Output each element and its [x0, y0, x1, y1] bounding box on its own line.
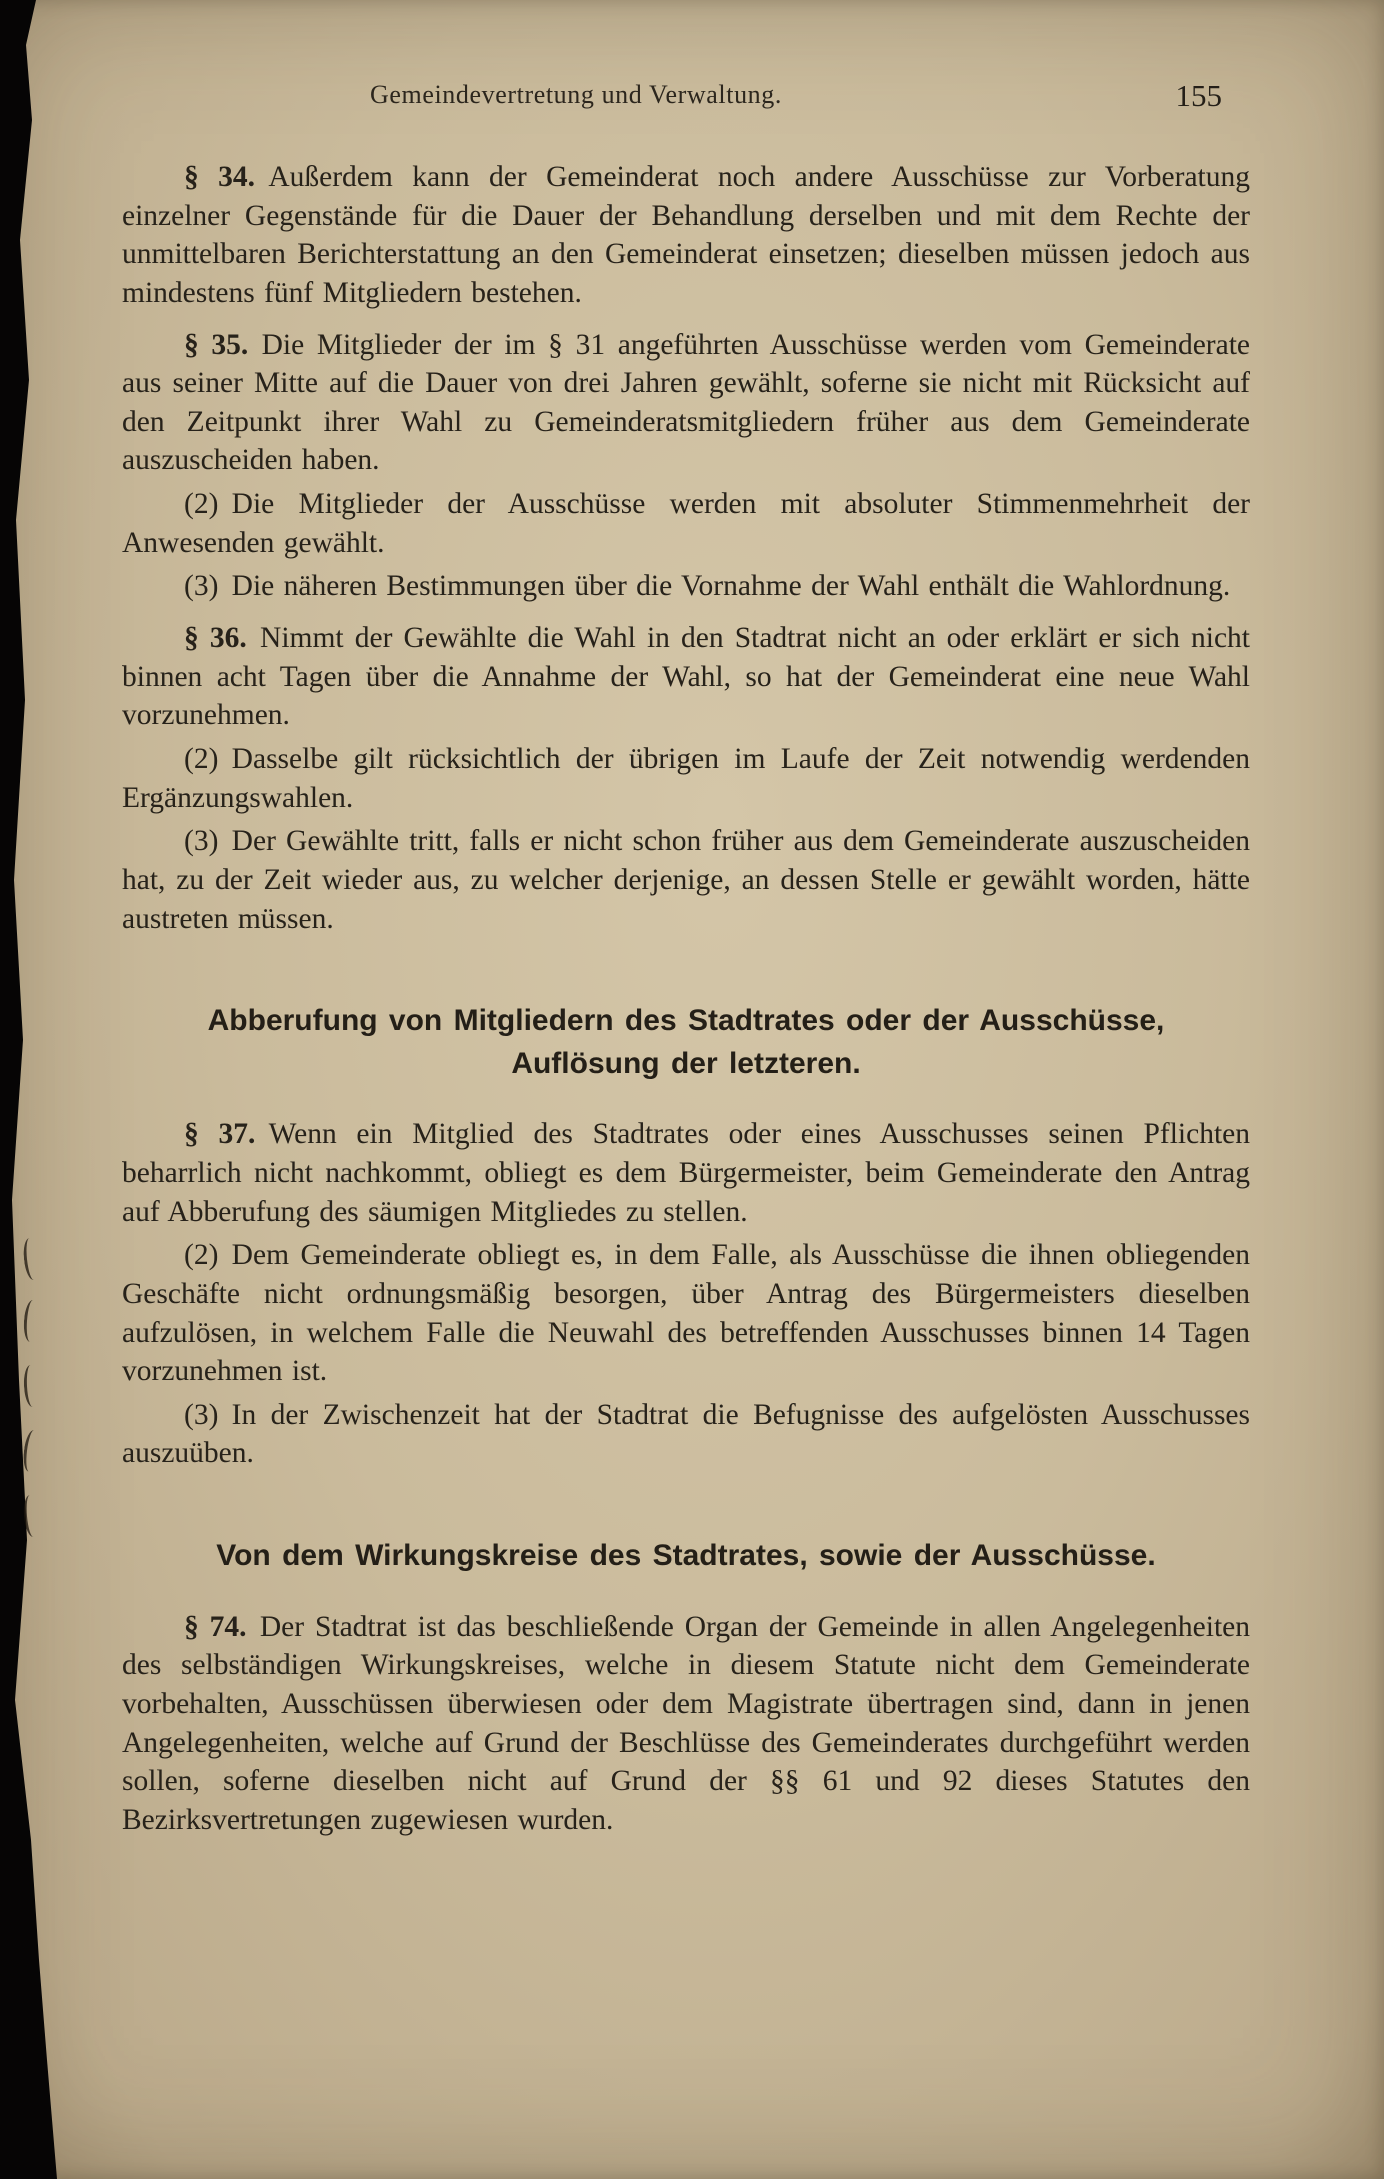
paragraph-37-3: [122, 1396, 1250, 1473]
clause-lead: (3): [184, 570, 219, 603]
paragraph-34: [122, 158, 1250, 313]
heading-line: Auflösung der letzteren.: [511, 1046, 861, 1080]
paragraph-36: [122, 619, 1250, 735]
paragraph-text: In der Zwischenzeit hat der Stadtrat die Befugnisse des aufgelösten Ausschusses auszuüben.: [122, 1398, 1250, 1470]
clause-lead: (3): [184, 1398, 219, 1431]
paragraph-text: Die näheren Bestimmungen über die Vornahme der Wahl enthält die Wahlordnung.: [231, 570, 1231, 603]
page-content: [122, 0, 1250, 1845]
page-header: [122, 80, 1250, 120]
clause-lead: (2): [184, 488, 219, 521]
section-lead: § 34.: [184, 161, 256, 193]
section-heading-abberufung: [122, 1000, 1250, 1085]
paragraph-35-3: [122, 567, 1250, 606]
paragraph-35: [122, 326, 1250, 481]
clause-lead: (3): [184, 825, 219, 858]
paragraph-35-2: [122, 485, 1250, 562]
heading-line: Abberufung von Mitgliedern des Stadtrates oder der Ausschüsse,: [207, 1004, 1165, 1038]
section-lead: § 74.: [184, 1610, 247, 1643]
paragraph-text: Die Mitglieder der im § 31 angeführten Ausschüsse werden vom Gemeinderate aus seiner Mitte auf die Dauer von drei Jahren gewählt, soferne sie nicht mit Rücksicht auf den Zeitpunkt ihrer Wahl zu Gemeinderatsmitgliedern früher aus dem Gemeinderate auszuscheiden haben.: [122, 328, 1251, 477]
clause-lead: (2): [184, 1239, 219, 1272]
section-lead: § 35.: [184, 328, 249, 361]
paragraph-37: [122, 1115, 1250, 1231]
heading-line: Von dem Wirkungskreise des Stadtrates, sowie der Ausschüsse.: [216, 1539, 1156, 1573]
paragraph-text: Die Mitglieder der Ausschüsse werden mit absoluter Stimmenmehrheit der Anwesenden gewählt.: [122, 488, 1250, 559]
paragraph-text: Nimmt der Gewählte die Wahl in den Stadtrat nicht an oder erklärt er sich nicht binnen acht Tagen über die Annahme der Wahl, so hat der Gemeinderat eine neue Wahl vorzunehmen.: [122, 622, 1250, 732]
paragraph-36-3: [122, 822, 1250, 938]
body-text: [122, 158, 1250, 1840]
paragraph-text: Außerdem kann der Gemeinderat noch andere Ausschüsse zur Vorberatung einzelner Gegenstände für die Dauer der Behandlung derselben und mit dem Rechte der unmittelbaren Berichterstattung an den Gemeinderat einsetzen; dieselben müssen jedoch aus mindestens fünf Mitgliedern bestehen.: [122, 161, 1251, 309]
clause-lead: (2): [184, 742, 219, 775]
paragraph-text: Wenn ein Mitglied des Stadtrates oder eines Ausschusses seinen Pflichten beharrlich nicht nachkommt, obliegt es dem Bürgermeister, beim Gemeinderate den Antrag auf Abberufung des säumigen Mitgliedes zu stellen.: [122, 1118, 1250, 1228]
paragraph-text: Dem Gemeinderate obliegt es, in dem Falle, als Ausschüsse die ihnen obliegenden Geschäfte nicht ordnungsmäßig besorgen, über Antrag des Bürgermeisters dieselben aufzulösen, in welchem Falle die Neuwahl des betreffenden Ausschusses binnen 14 Tagen vorzunehmen ist.: [122, 1239, 1250, 1388]
paragraph-74: [122, 1608, 1250, 1840]
paragraph-text: Der Stadtrat ist das beschließende Organ der Gemeinde in allen Angelegenheiten des selbständigen Wirkungskreises, welche in diesem Statute nicht dem Gemeinderate vorbehalten, Ausschüssen überwiesen oder dem Magistrate übertragen sind, dann in jenen Angelegenheiten, welche auf Grund der Beschlüsse des Gemeinderates durchgeführt werden sollen, soferne dieselben nicht auf Grund der §§ 61 und 92 dieses Statutes den Bezirksvertretungen zugewiesen wurden.: [122, 1610, 1250, 1836]
running-title: Gemeindevertretung und Verwaltung.: [370, 80, 782, 109]
paragraph-text: Der Gewählte tritt, falls er nicht schon früher aus dem Gemeinderate auszuscheiden hat, zu der Zeit wieder aus, zu welcher derjenige, an dessen Stelle er gewählt worden, hätte austreten müssen.: [122, 825, 1250, 935]
section-lead: § 37.: [184, 1118, 256, 1151]
paragraph-text: Dasselbe gilt rücksichtlich der übrigen im Laufe der Zeit notwendig werdenden Ergänzungswahlen.: [122, 742, 1250, 814]
page-number: 155: [1175, 78, 1222, 113]
section-lead: § 36.: [184, 622, 247, 655]
paragraph-37-2: [122, 1236, 1250, 1391]
section-heading-wirkungskreis: [122, 1535, 1250, 1578]
paragraph-36-2: [122, 740, 1250, 817]
